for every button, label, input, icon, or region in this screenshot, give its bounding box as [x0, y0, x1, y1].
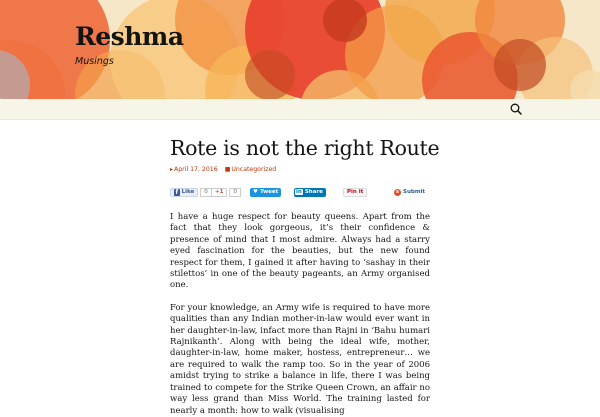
google-plus-label: +1 — [215, 189, 224, 195]
pin-it-button[interactable] — [343, 188, 367, 197]
stumbleupon-icon: s — [394, 189, 401, 196]
pinterest-widget — [343, 187, 367, 197]
post-paragraph: For your knowledge, an Army wife is required to have more qualities than any Indian mother-in-law would ever want in her daughter-in-law, infact more than Rajni in ‘Bahu humari Rajnikanth’. Along with being the ideal wife, mother, daughter-in-law, home maker, hostess, entrepreneur… we are required to walk the ramp too. So in the year of 2006 amidst trying to strike a balance in life, there I was being trained to compete for the Strike Queen Crown, an affair no way less grand than Miss World. The training lasted for nearly a month: how to walk (visualising — [170, 302, 430, 416]
twitter-widget — [250, 187, 281, 197]
facebook-icon: f — [175, 188, 179, 196]
tweet-label: Tweet — [259, 189, 279, 195]
stumbleupon-label: Submit — [403, 189, 426, 195]
google-plus-count: 0 — [229, 188, 241, 197]
post-title[interactable]: Rote is not the right Route — [170, 136, 440, 160]
site-description: Musings — [75, 56, 114, 67]
linkedin-label: Share — [304, 189, 323, 195]
linkedin-icon: in — [296, 189, 302, 195]
post-date: April 17, 2016 — [174, 166, 218, 173]
twitter-icon: ♥ — [253, 189, 258, 195]
pin-icon: ▸ — [170, 166, 174, 173]
post-content — [170, 212, 430, 417]
stumbleupon-widget — [391, 187, 428, 197]
post-date-link[interactable] — [170, 166, 218, 173]
site-header — [0, 0, 600, 99]
facebook-like-count: 0 — [200, 188, 212, 197]
facebook-like-button[interactable] — [170, 188, 198, 197]
navigation-bar — [0, 99, 600, 120]
post-meta — [170, 166, 276, 173]
post-paragraph: I have a huge respect for beauty queens. Apart from the fact that they look gorgeous, it’s their confidence & presence of mind that I most admire. Always had a starry eyed fascination for the beauties, but the new found respect for them, I gained it after having to ‘sashay in their stilettos’ in one of the beauty pageants, an Army organised one. — [170, 212, 430, 291]
post-category-link[interactable] — [225, 166, 277, 173]
folder-icon: ■ — [224, 166, 231, 173]
linkedin-share-button[interactable] — [294, 188, 326, 197]
stumbleupon-submit-button[interactable] — [391, 188, 428, 197]
search-icon[interactable] — [509, 102, 523, 116]
linkedin-widget — [294, 187, 326, 197]
site-title[interactable]: Reshma — [75, 22, 184, 51]
post-category: Uncategorized — [231, 166, 277, 173]
facebook-like-widget — [170, 187, 212, 197]
google-plus-widget — [211, 187, 241, 197]
facebook-like-label: Like — [181, 189, 195, 195]
google-plus-button[interactable] — [211, 188, 227, 197]
pin-it-label: Pin it — [347, 189, 364, 195]
tweet-button[interactable] — [250, 188, 281, 197]
